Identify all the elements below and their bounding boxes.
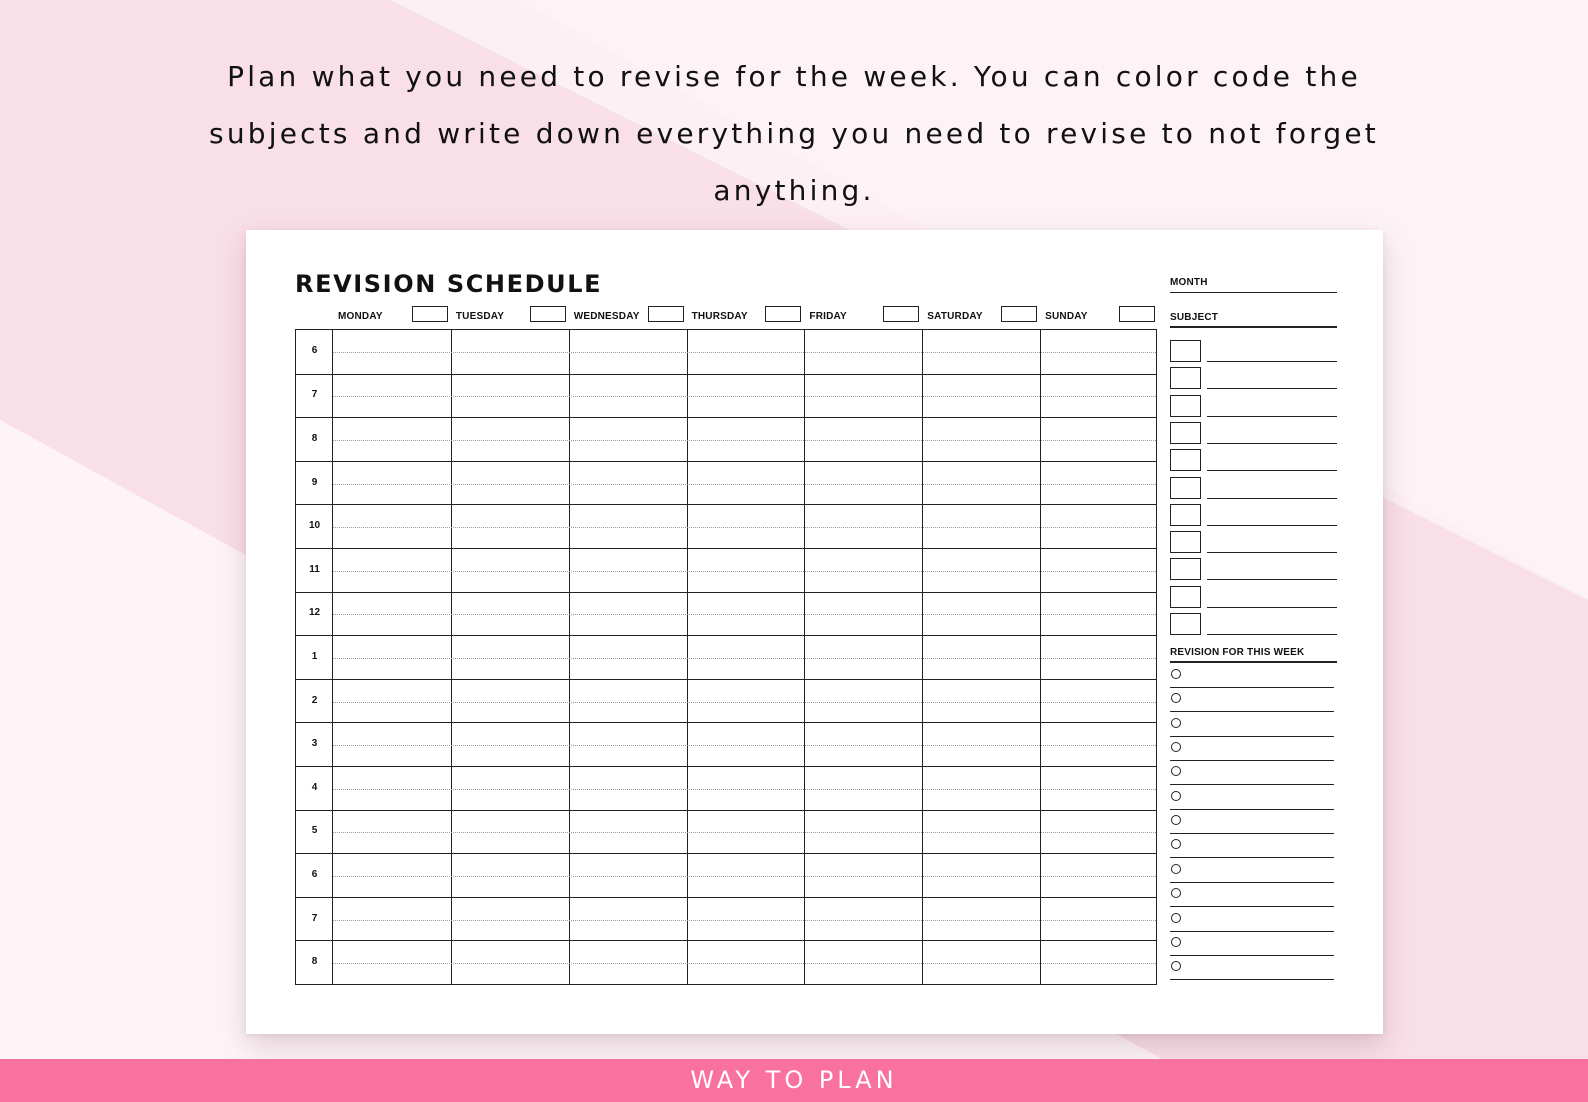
half-hour-guide	[333, 396, 1156, 397]
day-label: WEDNESDAY	[573, 311, 640, 322]
hour-row[interactable]	[296, 853, 1156, 897]
half-hour-guide	[333, 745, 1156, 746]
hour-row[interactable]	[296, 548, 1156, 592]
subject-row[interactable]	[1170, 586, 1337, 608]
revision-label: REVISION FOR THIS WEEK	[1170, 647, 1305, 658]
checkbox-circle-icon[interactable]	[1171, 839, 1181, 849]
hour-label: 1	[311, 650, 318, 662]
day-header-tuesday	[450, 304, 568, 324]
day-header-wednesday	[568, 304, 686, 324]
revision-item[interactable]	[1170, 761, 1334, 785]
revision-item[interactable]	[1170, 908, 1334, 932]
checkbox-circle-icon[interactable]	[1171, 913, 1181, 923]
revision-line[interactable]	[1170, 979, 1334, 980]
half-hour-guide	[333, 440, 1156, 441]
color-swatch-box[interactable]	[1170, 504, 1201, 526]
hour-label: 6	[311, 868, 318, 880]
checkbox-circle-icon[interactable]	[1171, 815, 1181, 825]
hour-label: 7	[311, 389, 318, 401]
hour-row[interactable]	[296, 766, 1156, 810]
hour-label: 4	[311, 781, 318, 793]
revision-item[interactable]	[1170, 834, 1334, 858]
half-hour-guide	[333, 484, 1156, 485]
color-swatch-box[interactable]	[1170, 531, 1201, 553]
subject-row[interactable]	[1170, 504, 1337, 526]
day-date-box[interactable]	[530, 306, 566, 322]
subject-line[interactable]	[1207, 443, 1337, 444]
hour-row[interactable]	[296, 940, 1156, 984]
hour-label: 8	[311, 432, 318, 444]
day-label: SUNDAY	[1045, 311, 1088, 322]
day-header-saturday	[921, 304, 1039, 324]
color-swatch-box[interactable]	[1170, 395, 1201, 417]
revision-item[interactable]	[1170, 737, 1334, 761]
day-date-box[interactable]	[1001, 306, 1037, 322]
revision-item[interactable]	[1170, 664, 1334, 688]
hour-row[interactable]	[296, 897, 1156, 941]
revision-item[interactable]	[1170, 956, 1334, 980]
hour-row[interactable]	[296, 679, 1156, 723]
subject-row[interactable]	[1170, 340, 1337, 362]
hour-label: 3	[311, 738, 318, 750]
checkbox-circle-icon[interactable]	[1171, 791, 1181, 801]
half-hour-guide	[333, 789, 1156, 790]
day-label: THURSDAY	[691, 311, 748, 322]
checkbox-circle-icon[interactable]	[1171, 888, 1181, 898]
hour-label: 12	[308, 607, 321, 619]
hour-row[interactable]	[296, 504, 1156, 548]
color-swatch-box[interactable]	[1170, 558, 1201, 580]
day-label: TUESDAY	[455, 311, 505, 322]
hour-label: 8	[311, 956, 318, 968]
revision-item[interactable]	[1170, 932, 1334, 956]
subject-row[interactable]	[1170, 558, 1337, 580]
day-label: MONDAY	[338, 311, 383, 322]
hour-label: 11	[309, 563, 320, 575]
subject-row[interactable]	[1170, 613, 1337, 635]
half-hour-guide	[333, 876, 1156, 877]
checkbox-circle-icon[interactable]	[1171, 937, 1181, 947]
color-swatch-box[interactable]	[1170, 477, 1201, 499]
subject-row[interactable]	[1170, 531, 1337, 553]
subject-line[interactable]	[1207, 634, 1337, 635]
day-label: FRIDAY	[809, 311, 847, 322]
checkbox-circle-icon[interactable]	[1171, 718, 1181, 728]
half-hour-guide	[333, 527, 1156, 528]
hour-row[interactable]	[296, 461, 1156, 505]
color-swatch-box[interactable]	[1170, 586, 1201, 608]
intro-text: Plan what you need to revise for the week. You can color code the subjects and write down everything you need to revise to not forget anything.	[209, 60, 1379, 207]
checkbox-circle-icon[interactable]	[1171, 742, 1181, 752]
month-label: MONTH	[1170, 277, 1208, 288]
day-header-monday	[332, 304, 450, 324]
half-hour-guide	[333, 571, 1156, 572]
hour-label: 2	[311, 694, 318, 706]
revision-item[interactable]	[1170, 883, 1334, 907]
subject-label: SUBJECT	[1170, 312, 1219, 323]
day-header-sunday	[1039, 304, 1157, 324]
hour-label: 10	[308, 520, 321, 532]
day-header-thursday	[686, 304, 804, 324]
month-field[interactable]	[1170, 292, 1337, 293]
day-date-box[interactable]	[412, 306, 448, 322]
hour-label: 9	[311, 476, 318, 488]
subject-line[interactable]	[1207, 361, 1337, 362]
revision-rule	[1170, 661, 1337, 663]
schedule-grid	[295, 329, 1157, 985]
subject-line[interactable]	[1207, 579, 1337, 580]
color-swatch-box[interactable]	[1170, 367, 1201, 389]
color-swatch-box[interactable]	[1170, 449, 1201, 471]
subject-line[interactable]	[1207, 470, 1337, 471]
footer-brand: WAY TO PLAN	[690, 1066, 898, 1094]
subject-line[interactable]	[1207, 388, 1337, 389]
day-date-box[interactable]	[765, 306, 801, 322]
hour-label: 6	[311, 344, 318, 356]
day-label: SATURDAY	[927, 311, 983, 322]
checkbox-circle-icon[interactable]	[1171, 864, 1181, 874]
hour-row[interactable]	[296, 330, 1156, 374]
revision-item[interactable]	[1170, 859, 1334, 883]
checkbox-circle-icon[interactable]	[1171, 693, 1181, 703]
day-header-friday	[803, 304, 921, 324]
subject-line[interactable]	[1207, 416, 1337, 417]
hour-row[interactable]	[296, 374, 1156, 418]
hour-row[interactable]	[296, 722, 1156, 766]
hour-row[interactable]	[296, 592, 1156, 636]
hour-label: 5	[311, 825, 318, 837]
color-swatch-box[interactable]	[1170, 613, 1201, 635]
subject-rule	[1170, 326, 1337, 328]
color-swatch-box[interactable]	[1170, 340, 1201, 362]
planner-title: REVISION SCHEDULE	[295, 270, 603, 298]
day-date-box[interactable]	[1119, 306, 1155, 322]
revision-item[interactable]	[1170, 810, 1334, 834]
half-hour-guide	[333, 702, 1156, 703]
subject-row[interactable]	[1170, 422, 1337, 444]
half-hour-guide	[333, 832, 1156, 833]
revision-item[interactable]	[1170, 713, 1334, 737]
half-hour-guide	[333, 614, 1156, 615]
planner-sheet	[246, 230, 1383, 1034]
subject-row[interactable]	[1170, 395, 1337, 417]
half-hour-guide	[333, 963, 1156, 964]
hour-row[interactable]	[296, 417, 1156, 461]
checkbox-circle-icon[interactable]	[1171, 669, 1181, 679]
day-date-box[interactable]	[648, 306, 684, 322]
day-date-box[interactable]	[883, 306, 919, 322]
half-hour-guide	[333, 352, 1156, 353]
half-hour-guide	[333, 920, 1156, 921]
revision-item[interactable]	[1170, 786, 1334, 810]
revision-item[interactable]	[1170, 688, 1334, 712]
half-hour-guide	[333, 658, 1156, 659]
hour-row[interactable]	[296, 810, 1156, 854]
subject-row[interactable]	[1170, 367, 1337, 389]
checkbox-circle-icon[interactable]	[1171, 766, 1181, 776]
color-swatch-box[interactable]	[1170, 422, 1201, 444]
checkbox-circle-icon[interactable]	[1171, 961, 1181, 971]
subject-line[interactable]	[1207, 607, 1337, 608]
subject-row[interactable]	[1170, 477, 1337, 499]
footer-bar	[0, 1059, 1588, 1102]
hour-label: 7	[311, 912, 318, 924]
subject-row[interactable]	[1170, 449, 1337, 471]
subject-line[interactable]	[1207, 498, 1337, 499]
hour-row[interactable]	[296, 635, 1156, 679]
subject-line[interactable]	[1207, 552, 1337, 553]
subject-line[interactable]	[1207, 525, 1337, 526]
